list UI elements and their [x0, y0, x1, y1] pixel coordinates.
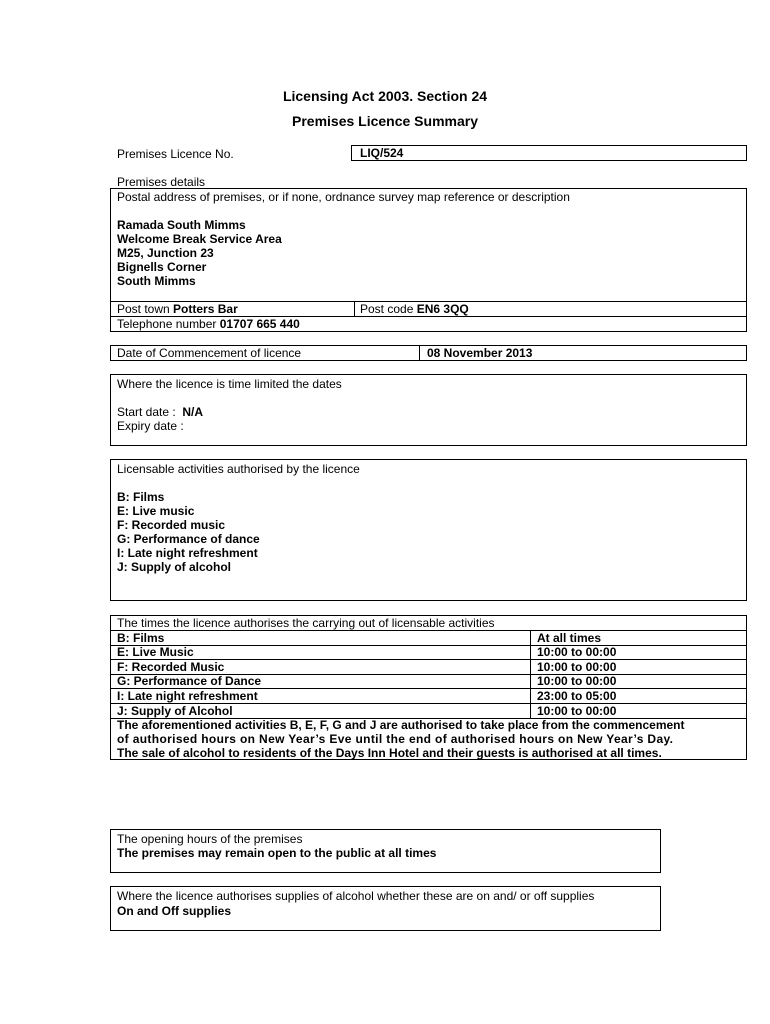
address-line: South Mimms	[117, 274, 196, 288]
table-row-time: 10:00 to 00:00	[537, 674, 617, 688]
post-code-label: Post code	[360, 302, 414, 316]
document-subtitle: Premises Licence Summary	[292, 113, 478, 129]
telephone-label: Telephone number	[117, 317, 217, 331]
address-line: Welcome Break Service Area	[117, 232, 282, 246]
table-row-time: 10:00 to 00:00	[537, 704, 617, 718]
time-limited-box	[110, 374, 747, 446]
times-label: The times the licence authorises the carrying out of licensable activities	[117, 616, 495, 630]
time-limited-label: Where the licence is time limited the dates	[117, 377, 342, 391]
supplies-label: Where the licence authorises supplies of alcohol whether these are on and/ or off supplies	[117, 889, 595, 903]
premises-box	[110, 188, 747, 332]
list-item: E: Live music	[117, 504, 195, 518]
table-row-activity: J: Supply of Alcohol	[117, 704, 233, 718]
list-item: I: Late night refreshment	[117, 546, 258, 560]
post-town	[117, 302, 238, 316]
times-box	[110, 615, 747, 760]
activities-box	[110, 459, 747, 601]
start-date-label: Start date :	[117, 405, 176, 419]
list-item: J: Supply of alcohol	[117, 560, 232, 574]
post-town-label: Post town	[117, 302, 170, 316]
commencement-label: Date of Commencement of licence	[117, 346, 302, 360]
expiry-date-label: Expiry date :	[117, 419, 184, 433]
table-row-activity: I: Late night refreshment	[117, 689, 258, 703]
table-row-activity: G: Performance of Dance	[117, 674, 262, 688]
table-row-time: 10:00 to 00:00	[537, 645, 617, 659]
divider	[419, 346, 420, 360]
address-label: Postal address of premises, or if none, ordnance survey map reference or description	[117, 190, 570, 204]
table-row-time: 23:00 to 05:00	[537, 689, 617, 703]
table-row-time: 10:00 to 00:00	[537, 660, 617, 674]
table-row-activity: F: Recorded Music	[117, 660, 225, 674]
post-code	[360, 302, 469, 316]
start-date	[117, 405, 203, 419]
times-note: The sale of alcohol to residents of the Days Inn Hotel and their guests is authorised at all times.	[117, 746, 662, 760]
address-block	[117, 218, 282, 288]
supplies-value: On and Off supplies	[117, 904, 232, 918]
telephone	[117, 317, 300, 331]
times-note: The aforementioned activities B, E, F, G and J are authorised to take place from the commencement	[117, 718, 685, 732]
address-line: Bignells Corner	[117, 260, 207, 274]
list-item: B: Films	[117, 490, 165, 504]
activities-list	[117, 490, 260, 574]
list-item: F: Recorded music	[117, 518, 226, 532]
commencement-value: 08 November 2013	[427, 346, 533, 360]
divider	[111, 645, 746, 646]
activities-label: Licensable activities authorised by the licence	[117, 462, 360, 476]
opening-hours-label: The opening hours of the premises	[117, 832, 303, 846]
telephone-value: 01707 665 440	[219, 317, 300, 331]
opening-hours-box	[110, 829, 661, 873]
divider	[354, 301, 355, 316]
commencement-box	[110, 345, 747, 361]
start-date-value: N/A	[182, 405, 204, 419]
licence-no-value: LIQ/524	[360, 146, 404, 160]
post-code-value: EN6 3QQ	[416, 302, 469, 316]
times-note: of authorised hours on New Year’s Eve until the end of authorised hours on New Year’s Day.	[117, 732, 674, 746]
document-title: Licensing Act 2003. Section 24	[282, 88, 488, 104]
supplies-box	[110, 886, 661, 931]
opening-hours-value: The premises may remain open to the public at all times	[117, 846, 437, 860]
address-line: Ramada South Mimms	[117, 218, 246, 232]
table-row-activity: E: Live Music	[117, 645, 194, 659]
licence-no-label: Premises Licence No.	[117, 147, 234, 161]
licence-no-box	[351, 145, 747, 161]
list-item: G: Performance of dance	[117, 532, 260, 546]
table-row-time: At all times	[537, 631, 602, 645]
post-town-value: Potters Bar	[173, 302, 238, 316]
table-row-activity: B: Films	[117, 631, 165, 645]
divider	[111, 630, 746, 631]
address-line: M25, Junction 23	[117, 246, 214, 260]
premises-section-label: Premises details	[117, 175, 206, 189]
